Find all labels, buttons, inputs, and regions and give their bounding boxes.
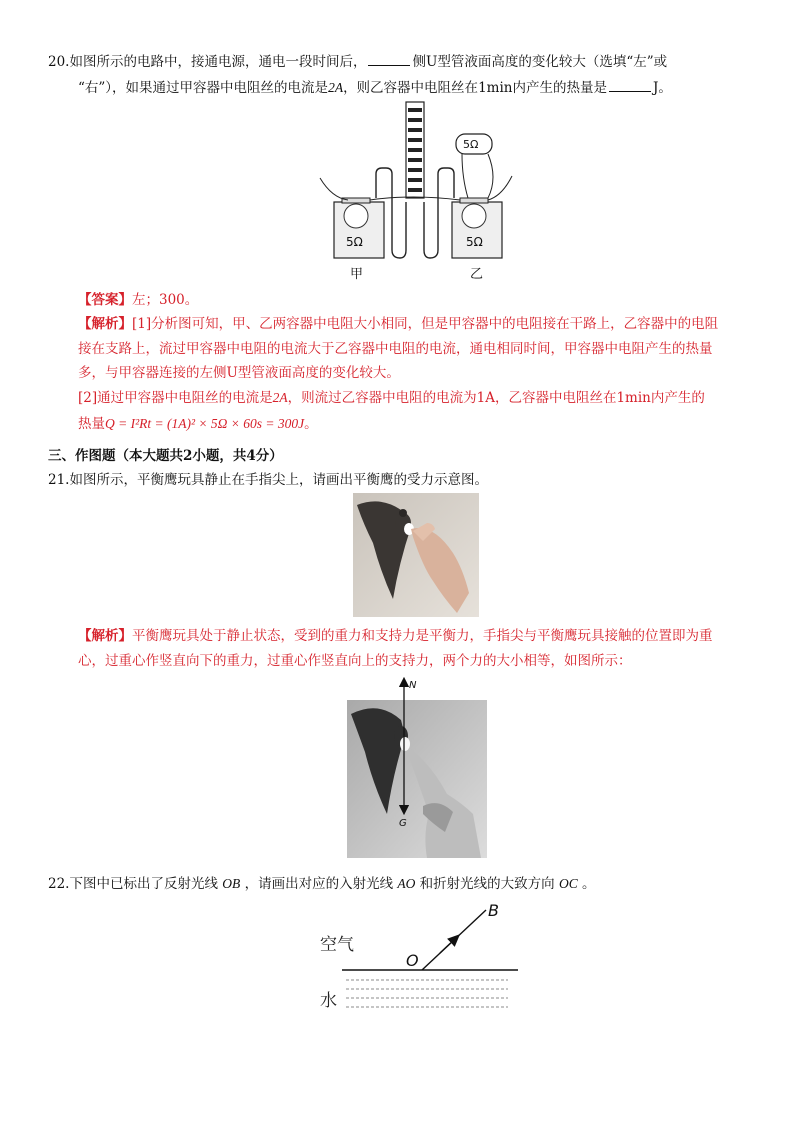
scale-marks [408,108,422,192]
force-label-n: N [409,680,417,691]
q22-text: ，请画出对应的入射光线 [244,876,394,892]
resistor-label-top: 5Ω [463,138,479,151]
current-value: 2A [328,80,344,95]
analysis-text: 热量 [78,416,105,432]
q20-analysis-line5 [78,414,318,434]
ray-oc: OC [558,876,578,891]
q21-analysis-line1 [78,626,713,646]
q21-stem: 21.如图所示，平衡鹰玩具静止在手指尖上，请画出平衡鹰的受力示意图。 [48,472,488,488]
label-water: 水 [320,991,337,1011]
q20-line1 [48,52,667,72]
eagle-force-photo [343,674,489,860]
analysis-text: [2]通过甲容器中电阻丝的电流是 [78,390,273,406]
q22-text: 22.下图中已标出了反射光线 [48,876,218,892]
eagle-photo [353,493,479,617]
q20-answer [78,290,198,310]
water-hatching [346,980,508,1007]
ray-ob: OB [222,876,241,891]
q22-text: 。 [582,876,596,892]
q20-analysis-line1 [78,314,718,334]
q20-text: 20.如图所示的电路中，接通电源，通电一段时间后， [48,54,367,70]
q20-text: “右”），如果通过甲容器中电阻丝的电流是 [78,80,329,96]
answer-blank [609,78,651,92]
analysis-tag: 【解析】 [78,316,132,332]
q22-text: 和折射光线的大致方向 [419,876,555,892]
analysis-text: [1]分析图可知，甲、乙两容器中电阻大小相同，但是甲容器中的电阻接在干路上，乙容器中的电阻 [132,316,719,332]
time-value: 1min [616,390,651,406]
answer-tag: 【答案】 [78,292,132,308]
resistor-label-left: 5Ω [346,235,363,249]
label-air: 空气 [320,935,354,955]
q20-analysis-line2: 接在支路上，流过甲容器中电阻的电流大于乙容器中电阻的电流，通电相同时间，甲容器中电阻产生的热量 [78,341,713,357]
current-value: 2A [272,390,288,405]
point-b-label: B [488,901,499,920]
analysis-text: 平衡鹰玩具处于静止状态，受到的重力和支持力是平衡力，手指尖与平衡鹰玩具接触的位置即为重 [132,628,713,644]
q20-analysis-line4 [78,388,705,408]
section-heading: 三、作图题（本大题共2小题，共4分） [48,448,283,464]
ray-arrow [440,938,456,953]
q22-stem [48,874,596,894]
heat-formula: Q = I²Rt = (1A)² × 5Ω × 60s = 300J [105,416,305,431]
u-tube-right [424,168,454,258]
ray-ao: AO [397,876,416,891]
q20-line2 [78,78,672,98]
time-value: 1min [478,80,513,96]
q20-text: 内产生的热量是 [512,80,607,96]
q21-analysis-line2: 心，过重心作竖直向下的重力，过重心作竖直向上的支持力，两个力的大小相等，如图所示： [78,653,632,669]
q20-text: ，则乙容器中电阻丝在 [343,80,479,96]
circuit-figure [312,98,520,284]
analysis-text: 内产生的 [650,390,705,406]
answer-blank [368,52,410,66]
container-label-left: 甲 [350,267,364,282]
refraction-figure [310,898,530,1018]
q20-analysis-line3: 多，与甲容器连接的左侧U型管液面高度的变化较大。 [78,365,400,381]
answer-text: 左；300。 [132,292,199,308]
force-label-g: G [399,818,407,829]
resistor-label-right: 5Ω [466,235,483,249]
q20-text: 侧U型管液面高度的变化较大（选填“左”或 [412,54,668,70]
analysis-tag: 【解析】 [78,628,132,644]
unit-text: J。 [652,80,672,96]
container-label-right: 乙 [470,267,484,282]
analysis-text: ，则流过乙容器中电阻的电流为1A，乙容器中电阻丝在 [287,390,617,406]
analysis-text: 。 [304,416,318,432]
point-o-label: O [406,951,419,970]
